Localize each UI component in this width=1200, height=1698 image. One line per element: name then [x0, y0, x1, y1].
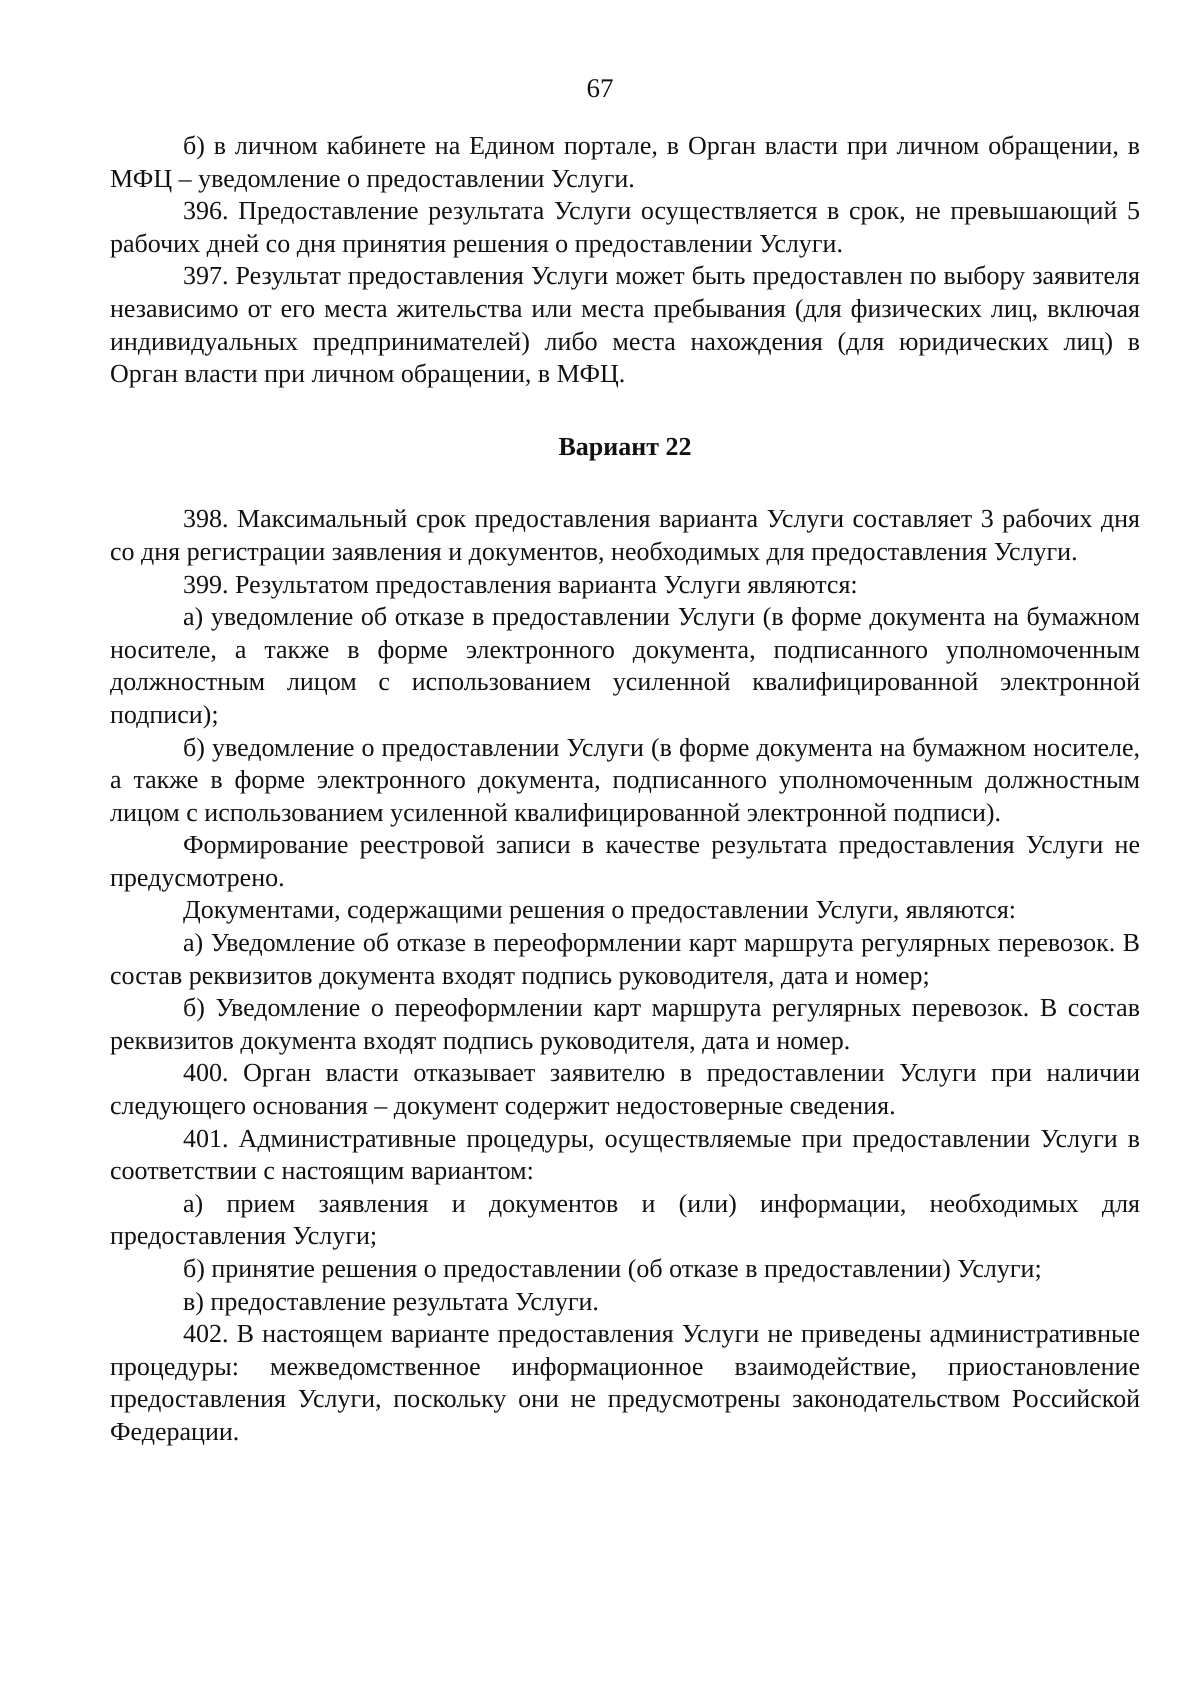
paragraph-401: 401. Административные процедуры, осуществляемые при предоставлении Услуги в соответствии с настоящим вариантом:	[110, 1123, 1140, 1186]
document-body	[110, 130, 1140, 1449]
paragraph-396: 396. Предоставление результата Услуги осуществляется в срок, не превышающий 5 рабочих дней со дня принятия решения о предоставлении Услуги.	[110, 196, 1140, 258]
paragraph-decision-documents-a: а) Уведомление об отказе в переоформлении карт маршрута регулярных перевозок. В состав реквизитов документа входят подпись руководителя, дата и номер;	[110, 928, 1140, 990]
paragraph-397: 397. Результат предоставления Услуги может быть предоставлен по выбору заявителя независимо от его места жительства или места пребывания (для физических лиц, включая индивидуальных предпринимателей) либо места нахождения (для юридических лиц) в Орган власти при личном обращении, в МФЦ.	[110, 261, 1140, 389]
paragraph-decision-documents: Документами, содержащими решения о предоставлении Услуги, являются:	[183, 895, 1017, 925]
paragraph-400: 400. Орган власти отказывает заявителю в предоставлении Услуги при наличии следующего основания – документ содержит недостоверные сведения.	[110, 1058, 1140, 1121]
paragraph-401-a: а) прием заявления и документов и (или) информации, необходимых для предоставления Услуги;	[110, 1188, 1140, 1251]
paragraph-result-delivery-b: б) в личном кабинете на Едином портале, в Орган власти при личном обращении, в МФЦ – уведомление о предоставлении Услуги.	[110, 131, 1140, 193]
paragraph-registry-record: Формирование реестровой записи в качестве результата предоставления Услуги не предусмотрено.	[110, 830, 1140, 892]
paragraph-399-b: б) уведомление о предоставлении Услуги (в форме документа на бумажном носителе, а также в форме электронного документа, подписанного уполномоченным должностным лицом с использованием усиленной квалифицированной электронной подписи).	[110, 732, 1140, 827]
paragraph-399: 399. Результатом предоставления варианта Услуги являются:	[183, 569, 858, 599]
page-number: 67	[586, 73, 614, 103]
paragraph-401-c: в) предоставление результата Услуги.	[183, 1286, 599, 1316]
paragraph-402: 402. В настоящем варианте предоставления Услуги не приведены административные процедуры: межведомственное информационное взаимодействие, приостановление предоставления Услуги, поскольку они не предусмотрены законодательством Российской Федерации.	[110, 1319, 1140, 1446]
paragraph-401-b: б) принятие решения о предоставлении (об отказе в предоставлении) Услуги;	[183, 1254, 1042, 1283]
paragraph-398: 398. Максимальный срок предоставления варианта Услуги составляет 3 рабочих дня со дня регистрации заявления и документов, необходимых для предоставления Услуги.	[110, 504, 1140, 566]
paragraph-399-a: а) уведомление об отказе в предоставлении Услуги (в форме документа на бумажном носителе, а также в форме электронного документа, подписанного уполномоченным должностным лицом с использованием усиленной квалифицированной электронной подписи);	[110, 602, 1140, 729]
section-heading-variant-22: Вариант 22	[558, 431, 692, 461]
paragraph-decision-documents-b: б) Уведомление о переоформлении карт маршрута регулярных перевозок. В состав реквизитов документа входят подпись руководителя, дата и номер.	[110, 993, 1140, 1055]
